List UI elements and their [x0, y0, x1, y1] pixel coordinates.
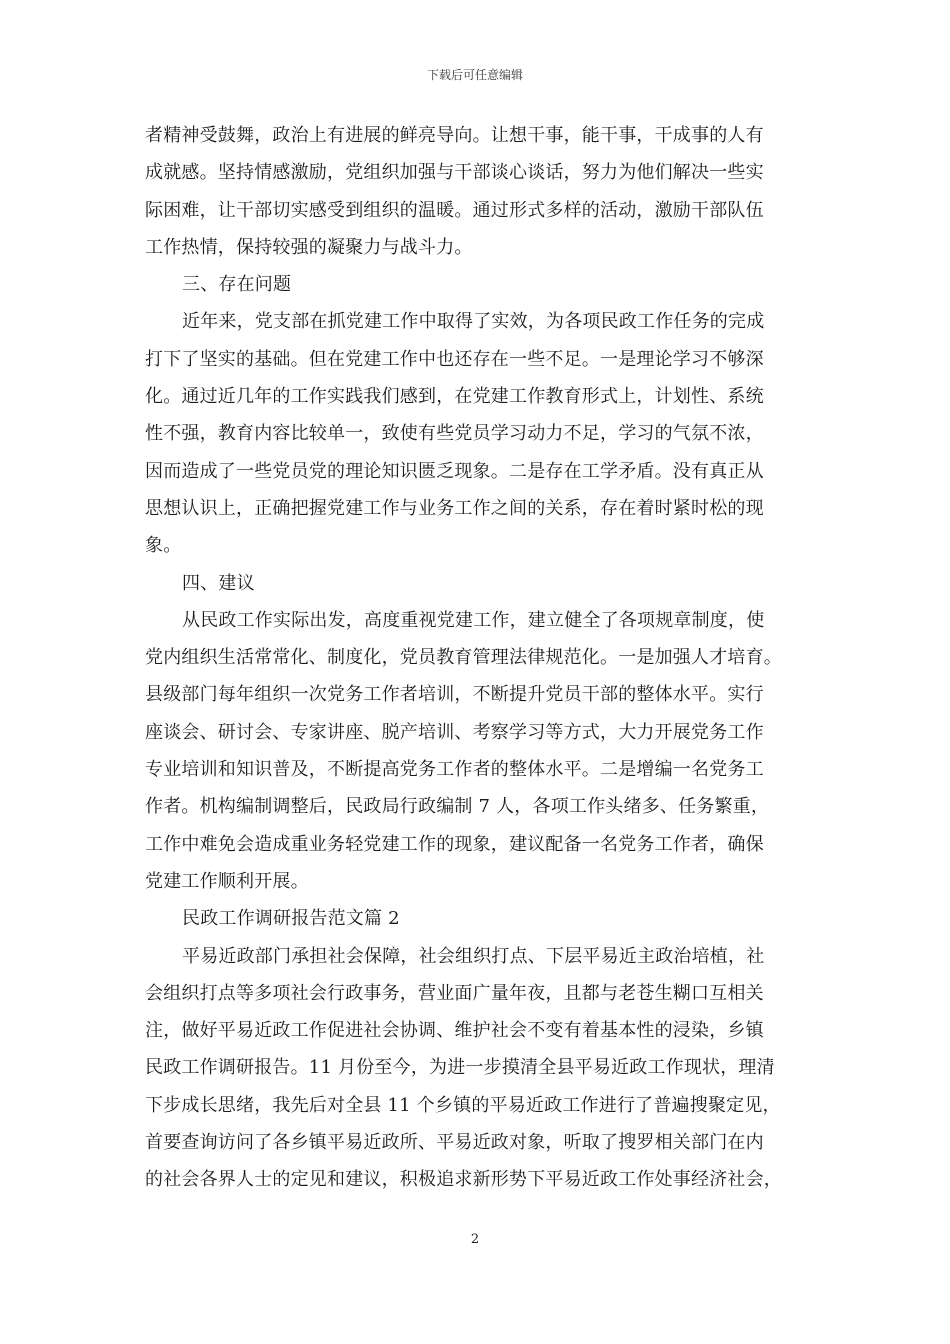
- text-line: 三、存在问题: [182, 274, 292, 296]
- text-line: 打下了坚实的基础。但在党建工作中也还存在一些不足。一是理论学习不够深: [145, 348, 764, 370]
- text-line: 民政工作调研报告。11 月份至今，为进一步摸清全县平易近政工作现状，理清: [145, 1057, 775, 1079]
- text-line: 工作中难免会造成重业务轻党建工作的现象，建议配备一名党务工作者，确保: [145, 833, 764, 855]
- text-line: 下步成长思绪，我先后对全县 11 个乡镇的平易近政工作进行了普遍搜聚定见，: [145, 1094, 781, 1116]
- text-line: 四、建议: [182, 572, 255, 594]
- text-line: 平易近政部门承担社会保障，社会组织打点、下层平易近主政治培植，社: [182, 945, 765, 967]
- text-line: 性不强，教育内容比较单一，致使有些党员学习动力不足，学习的气氛不浓，: [145, 423, 764, 445]
- text-line: 工作热情，保持较强的凝聚力与战斗力。: [145, 236, 473, 258]
- text-line: 专业培训和知识普及，不断提高党务工作者的整体水平。二是增编一名党务工: [145, 759, 764, 781]
- text-line: 从民政工作实际出发，高度重视党建工作，建立健全了各项规章制度，使: [182, 609, 765, 631]
- text-line: 成就感。坚持情感激励，党组织加强与干部谈心谈话，努力为他们解决一些实: [145, 162, 764, 184]
- text-line: 化。通过近几年的工作实践我们感到，在党建工作教育形式上，计划性、系统: [145, 386, 764, 408]
- page-header: 下载后可任意编辑: [426, 68, 523, 82]
- text-line: 座谈会、研讨会、专家讲座、脱产培训、考察学习等方式，大力开展党务工作: [145, 721, 764, 743]
- text-line: 者精神受鼓舞，政治上有进展的鲜亮导向。让想干事，能干事，干成事的人有: [145, 125, 764, 146]
- text-line: 党内组织生活常常化、制度化，党员教育管理法律规范化。一是加强人才培育。: [145, 647, 782, 669]
- text-line: 因而造成了一些党员党的理论知识匮乏现象。二是存在工学矛盾。没有真正从: [145, 460, 764, 482]
- text-line: 近年来，党支部在抓党建工作中取得了实效，为各项民政工作任务的完成: [182, 311, 765, 333]
- text-line: 首要查询访问了各乡镇平易近政所、平易近政对象，听取了搜罗相关部门在内: [145, 1132, 764, 1154]
- text-line: 作者。机构编制调整后，民政局行政编制 7 人，各项工作头绪多、任务繁重，: [145, 796, 770, 818]
- text-line: 会组织打点等多项社会行政事务，营业面广量年夜，且都与老苍生糊口互相关: [145, 982, 764, 1004]
- text-line: 思想认识上，正确把握党建工作与业务工作之间的关系，存在着时紧时松的现: [145, 497, 764, 519]
- page-number: 2: [470, 1232, 480, 1247]
- text-line: 际困难，让干部切实感受到组织的温暖。通过形式多样的活动，激励干部队伍: [145, 199, 764, 221]
- text-line: 县级部门每年组织一次党务工作者培训，不断提升党员干部的整体水平。实行: [145, 684, 764, 706]
- document-body: [145, 124, 810, 1206]
- text-line: 注，做好平易近政工作促进社会协调、维护社会不变有着基本性的浸染，乡镇: [145, 1020, 764, 1042]
- text-line: 民政工作调研报告范文篇 2: [182, 908, 400, 930]
- text-line: 党建工作顺利开展。: [145, 870, 309, 892]
- text-line: 的社会各界人士的定见和建议，积极追求新形势下平易近政工作处事经济社会，: [145, 1169, 782, 1191]
- text-line: 象。: [145, 535, 182, 557]
